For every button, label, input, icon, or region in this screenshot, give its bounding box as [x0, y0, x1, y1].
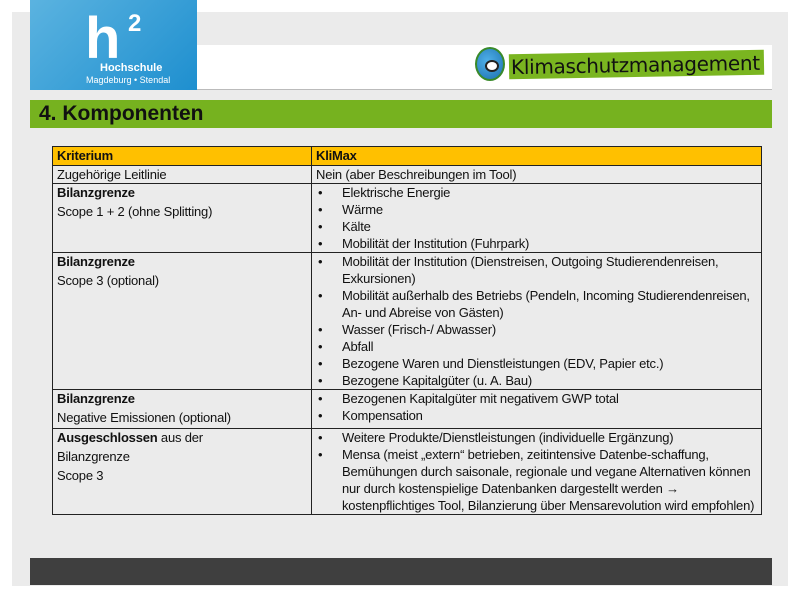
row-heading-suffix: aus der	[157, 430, 203, 445]
university-logo	[30, 0, 197, 90]
row-value	[312, 390, 762, 429]
table-row	[53, 429, 762, 515]
row-label: Zugehörige Leitlinie	[53, 166, 312, 184]
list-item: • Bezogene Kapitalgüter (u. A. Bau)	[316, 372, 757, 389]
components-table	[52, 146, 762, 515]
list-item: • Kompensation	[316, 407, 757, 424]
list-item: • Kälte	[316, 218, 757, 235]
header-kriterium: Kriterium	[53, 147, 312, 166]
list-item: • Mobilität der Institution (Dienstreisen, Outgoing Studierendenreisen, Exkursionen)	[316, 253, 757, 287]
title-bar	[30, 100, 772, 128]
row-heading: Bilanzgrenze	[57, 254, 135, 269]
row-label	[53, 184, 312, 253]
row-subtitle: Bilanzgrenze	[57, 449, 130, 464]
footer-bar	[30, 558, 772, 585]
row-heading: Bilanzgrenze	[57, 391, 135, 406]
row-subtitle: Scope 1 + 2 (ohne Splitting)	[57, 204, 213, 219]
logo-superscript: 2	[128, 10, 142, 37]
list-item: • Elektrische Energie	[316, 184, 757, 201]
table-row	[53, 390, 762, 429]
list-item: • Wasser (Frisch-/ Abwasser)	[316, 321, 757, 338]
row-value	[312, 184, 762, 253]
logo-mark: h	[85, 6, 121, 71]
row-subtitle: Negative Emissionen (optional)	[57, 410, 231, 425]
row-value	[312, 429, 762, 515]
page-title: 4. Komponenten	[39, 102, 204, 125]
table-row	[53, 253, 762, 390]
row-subtitle: Scope 3 (optional)	[57, 273, 159, 288]
list-item: • Mobilität der Institution (Fuhrpark)	[316, 235, 757, 252]
list-item: • Bezogenen Kapitalgüter mit negativem GWP total	[316, 390, 757, 407]
row-label	[53, 429, 312, 515]
klimaschutz-logo	[475, 44, 764, 84]
list-item: • Abfall	[316, 338, 757, 355]
row-value: Nein (aber Beschreibungen im Tool)	[312, 166, 762, 184]
globe-eye-icon	[475, 47, 505, 81]
row-heading: Bilanzgrenze	[57, 185, 135, 200]
list-item: • Wärme	[316, 201, 757, 218]
list-item: • Mobilität außerhalb des Betriebs (Pendeln, Incoming Studierendenreisen, An- und Abreise von Gästen)	[316, 287, 757, 321]
row-value	[312, 253, 762, 390]
list-item: • Bezogene Waren und Dienstleistungen (EDV, Papier etc.)	[316, 355, 757, 372]
logo-line1: Hochschule	[100, 62, 163, 74]
list-item: • Weitere Produkte/Dienstleistungen (individuelle Ergänzung)	[316, 429, 757, 446]
table-row	[53, 184, 762, 253]
row-label	[53, 390, 312, 429]
table-header	[53, 147, 762, 166]
header-klimax: KliMax	[312, 147, 762, 166]
row-subtitle-2: Scope 3	[57, 468, 104, 483]
logo-line2: Magdeburg • Stendal	[86, 75, 171, 85]
table-row	[53, 166, 762, 184]
row-label	[53, 253, 312, 390]
list-item: • Mensa (meist „extern“ betrieben, zeitintensive Datenbe-schaffung, Bemühungen durch saisonale, regionale und vegane Alternativen können nur durch kostenspielige Datenbanken dargestellt werden → kostenpflichtiges Tool, Bilanzierung über Mensarevolution wird empfohlen)	[316, 446, 757, 514]
brand-text: Klimaschutzmanagement	[509, 49, 764, 78]
row-heading: Ausgeschlossen	[57, 430, 158, 445]
